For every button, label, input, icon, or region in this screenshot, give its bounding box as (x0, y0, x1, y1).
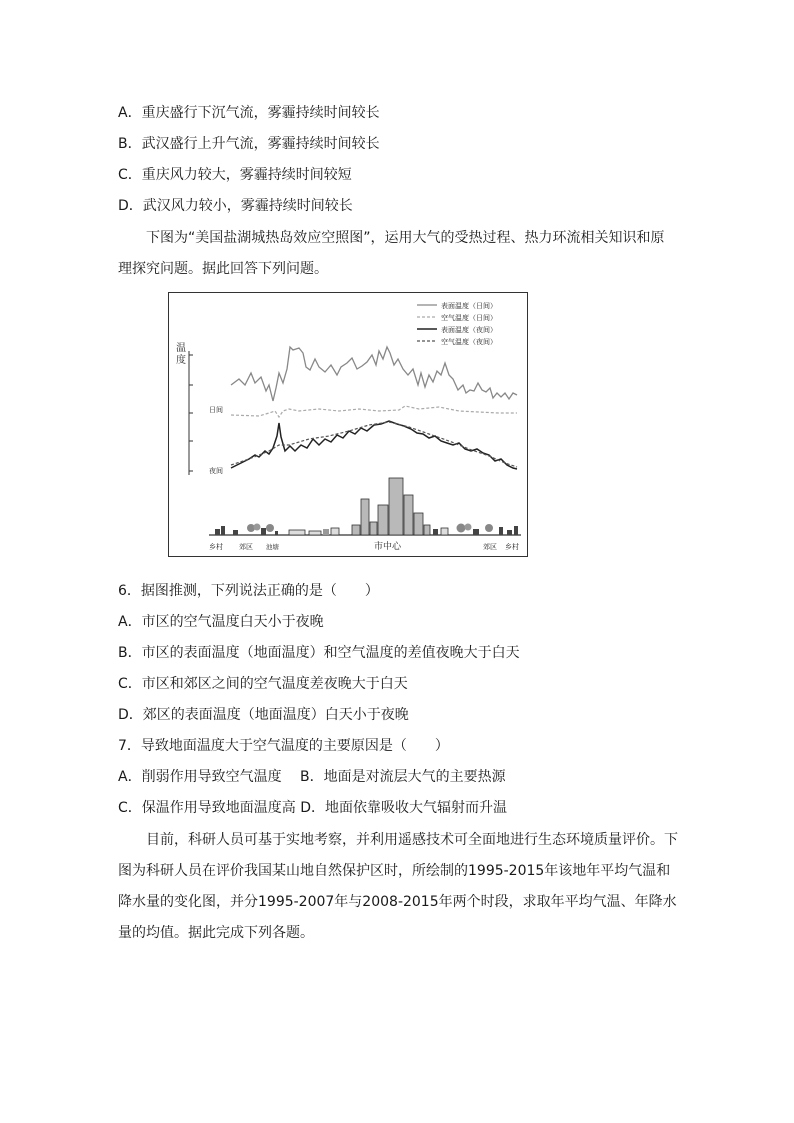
series-label-night: 夜间 (209, 467, 223, 475)
small-buildings-right (433, 524, 518, 536)
x-label-pond: 池塘 (266, 543, 279, 551)
series-label-day: 日间 (209, 406, 223, 414)
figure-legend (417, 301, 497, 346)
y-axis-label-2: 度 (176, 355, 186, 366)
x-label-downtown: 市中心 (374, 542, 402, 552)
q5-option-d: D．武汉风力较小，雾霾持续时间较长 (118, 198, 353, 214)
y-axis-ticks (189, 355, 193, 471)
q6-option-c: C．市区和郊区之间的空气温度差夜晚大于白天 (118, 676, 408, 692)
legend-item-air-night: 空气温度（夜间） (441, 338, 497, 346)
downtown-towers (352, 478, 430, 535)
building-low-3 (323, 529, 329, 535)
building-low-1 (289, 530, 305, 535)
small-buildings-left (215, 524, 278, 536)
closing-paragraph: 目前，科研人员可基于实地考察，并利用遥感技术可全面地进行生态环境质量评价。下图为科研人员在评价我国某山地自然保护区时，所绘制的1995-2015年该地年平均气温和降水量的变化图，并分1995-2007年与2008-2015年两个时段，求取年平均气温、年降水量的均值。据此完成下列各题。 (118, 832, 678, 941)
x-label-suburb-right: 郊区 (483, 543, 497, 551)
x-label-rural-left: 乡村 (209, 543, 223, 551)
q6-option-a: A．市区的空气温度白天小于夜晚 (118, 614, 324, 630)
curve-surface-day (231, 347, 517, 401)
curve-air-day (231, 406, 517, 417)
q7-stem: 7．导致地面温度大于空气温度的主要原因是（ ） (118, 738, 449, 754)
building-low-4 (331, 528, 339, 535)
legend-item-air-day: 空气温度（日间） (441, 314, 497, 322)
x-label-rural-right: 乡村 (505, 543, 519, 551)
heat-island-svg (169, 293, 527, 556)
q5-option-c: C．重庆风力较大，雾霾持续时间较短 (118, 167, 352, 183)
legend-item-surface-day: 表面温度（日间） (441, 302, 497, 310)
curve-surface-night (231, 421, 517, 469)
q7-options-row-1: A．削弱作用导致空气温度 B．地面是对流层大气的主要热源 (118, 769, 506, 785)
y-axis-label-1: 温 (176, 343, 186, 354)
q6-option-d: D．郊区的表面温度（地面温度）白天小于夜晚 (118, 707, 409, 723)
q6-stem: 6．据图推测，下列说法正确的是（ ） (118, 583, 379, 599)
x-label-suburb-left: 郊区 (239, 543, 253, 551)
q6-option-b: B．市区的表面温度（地面温度）和空气温度的差值夜晚大于白天 (118, 645, 520, 661)
heat-island-figure (168, 292, 528, 557)
cityscape (209, 478, 521, 535)
q5-option-a: A．重庆盛行下沉气流，雾霾持续时间较长 (118, 105, 380, 121)
q7-options-row-2: C．保温作用导致地面温度高 D．地面依靠吸收大气辐射而升温 (118, 800, 508, 816)
intro-paragraph: 下图为“美国盐湖城热岛效应空照图”，运用大气的受热过程、热力环流相关知识和原理探究问题。据此回答下列问题。 (118, 230, 665, 277)
building-low-2 (309, 531, 321, 535)
q5-option-b: B．武汉盛行上升气流，雾霾持续时间较长 (118, 136, 380, 152)
legend-item-surface-night: 表面温度（夜间） (441, 326, 497, 334)
